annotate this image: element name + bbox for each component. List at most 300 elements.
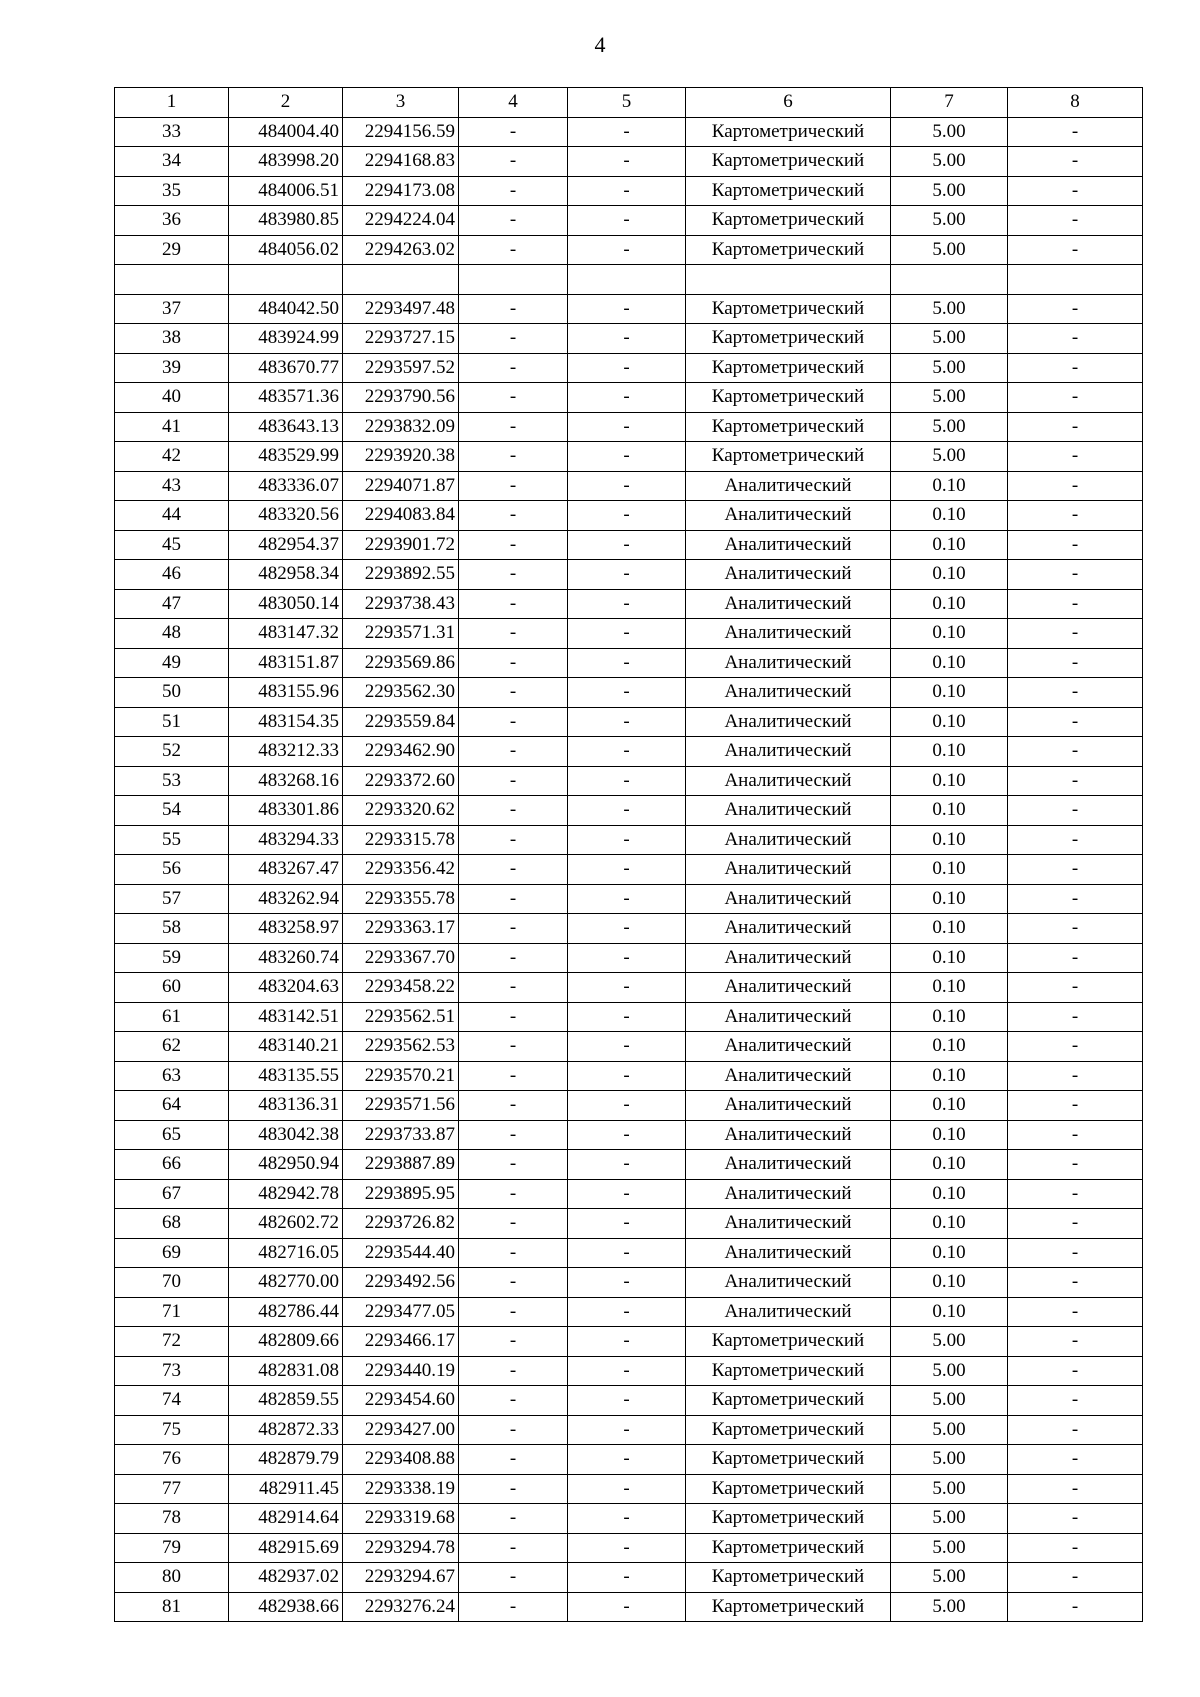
accuracy-cell: 5.00 — [891, 117, 1008, 147]
point-number-cell: 50 — [115, 678, 229, 708]
x-coordinate-cell: 482786.44 — [229, 1297, 343, 1327]
column-4-cell: - — [459, 1327, 568, 1357]
y-coordinate-cell: 2293372.60 — [343, 766, 459, 796]
method-cell: Аналитический — [686, 1268, 891, 1298]
table-row — [115, 353, 1143, 383]
table-row — [115, 560, 1143, 590]
column-8-cell: - — [1008, 383, 1143, 413]
x-coordinate-cell: 482954.37 — [229, 530, 343, 560]
column-header: 8 — [1008, 88, 1143, 118]
column-8-cell: - — [1008, 1238, 1143, 1268]
column-5-cell: - — [568, 560, 686, 590]
method-cell: Картометрический — [686, 442, 891, 472]
accuracy-cell: 0.10 — [891, 737, 1008, 767]
table-row — [115, 884, 1143, 914]
column-8-cell: - — [1008, 1504, 1143, 1534]
point-number-cell: 61 — [115, 1002, 229, 1032]
column-4-cell: - — [459, 648, 568, 678]
table-row — [115, 1268, 1143, 1298]
accuracy-cell: 5.00 — [891, 1415, 1008, 1445]
method-cell: Аналитический — [686, 884, 891, 914]
table-row — [115, 265, 1143, 295]
column-5-cell: - — [568, 1238, 686, 1268]
table-row — [115, 973, 1143, 1003]
y-coordinate-cell: 2294156.59 — [343, 117, 459, 147]
column-4-cell: - — [459, 1061, 568, 1091]
column-8-cell: - — [1008, 471, 1143, 501]
column-4-cell: - — [459, 943, 568, 973]
column-8-cell: - — [1008, 973, 1143, 1003]
point-number-cell: 57 — [115, 884, 229, 914]
method-cell: Аналитический — [686, 737, 891, 767]
method-cell: Аналитический — [686, 471, 891, 501]
x-coordinate-cell: 483320.56 — [229, 501, 343, 531]
accuracy-cell: 5.00 — [891, 1563, 1008, 1593]
method-cell: Картометрический — [686, 1504, 891, 1534]
method-cell: Картометрический — [686, 1445, 891, 1475]
method-cell: Картометрический — [686, 235, 891, 265]
y-coordinate-cell: 2293319.68 — [343, 1504, 459, 1534]
y-coordinate-cell: 2293562.51 — [343, 1002, 459, 1032]
point-number-cell: 49 — [115, 648, 229, 678]
y-coordinate-cell: 2293466.17 — [343, 1327, 459, 1357]
method-cell: Аналитический — [686, 973, 891, 1003]
column-5-cell: - — [568, 235, 686, 265]
column-4-cell: - — [459, 1209, 568, 1239]
accuracy-cell: 5.00 — [891, 1445, 1008, 1475]
accuracy-cell: 0.10 — [891, 973, 1008, 1003]
y-coordinate-cell — [343, 265, 459, 295]
accuracy-cell: 5.00 — [891, 147, 1008, 177]
point-number-cell: 52 — [115, 737, 229, 767]
column-5-cell: - — [568, 825, 686, 855]
x-coordinate-cell: 483301.86 — [229, 796, 343, 826]
column-5-cell: - — [568, 412, 686, 442]
point-number-cell: 36 — [115, 206, 229, 236]
y-coordinate-cell: 2294224.04 — [343, 206, 459, 236]
column-8-cell: - — [1008, 530, 1143, 560]
table-row — [115, 619, 1143, 649]
column-5-cell: - — [568, 973, 686, 1003]
y-coordinate-cell: 2293887.89 — [343, 1150, 459, 1180]
column-5-cell: - — [568, 1297, 686, 1327]
accuracy-cell: 5.00 — [891, 1474, 1008, 1504]
column-5-cell: - — [568, 206, 686, 236]
point-number-cell — [115, 265, 229, 295]
x-coordinate-cell: 482938.66 — [229, 1592, 343, 1622]
accuracy-cell: 0.10 — [891, 678, 1008, 708]
table-row — [115, 1356, 1143, 1386]
table-row — [115, 383, 1143, 413]
table-row — [115, 1474, 1143, 1504]
table-row — [115, 707, 1143, 737]
table-row — [115, 1592, 1143, 1622]
x-coordinate-cell: 483998.20 — [229, 147, 343, 177]
point-number-cell: 70 — [115, 1268, 229, 1298]
column-4-cell: - — [459, 294, 568, 324]
column-8-cell: - — [1008, 1563, 1143, 1593]
x-coordinate-cell: 482809.66 — [229, 1327, 343, 1357]
column-4-cell: - — [459, 530, 568, 560]
method-cell: Аналитический — [686, 589, 891, 619]
column-5-cell: - — [568, 1356, 686, 1386]
method-cell: Картометрический — [686, 1533, 891, 1563]
accuracy-cell: 5.00 — [891, 1533, 1008, 1563]
table-row — [115, 1120, 1143, 1150]
y-coordinate-cell: 2293571.31 — [343, 619, 459, 649]
method-cell: Аналитический — [686, 855, 891, 885]
column-8-cell: - — [1008, 1533, 1143, 1563]
column-5-cell: - — [568, 442, 686, 472]
y-coordinate-cell: 2293738.43 — [343, 589, 459, 619]
column-5-cell: - — [568, 471, 686, 501]
column-5-cell: - — [568, 1061, 686, 1091]
table-row — [115, 589, 1143, 619]
accuracy-cell: 0.10 — [891, 560, 1008, 590]
accuracy-cell: 0.10 — [891, 1091, 1008, 1121]
point-number-cell: 60 — [115, 973, 229, 1003]
x-coordinate-cell: 482872.33 — [229, 1415, 343, 1445]
accuracy-cell — [891, 265, 1008, 295]
table-row — [115, 855, 1143, 885]
accuracy-cell: 0.10 — [891, 796, 1008, 826]
point-number-cell: 62 — [115, 1032, 229, 1062]
accuracy-cell: 0.10 — [891, 1002, 1008, 1032]
column-5-cell: - — [568, 766, 686, 796]
table-row — [115, 1445, 1143, 1475]
x-coordinate-cell: 482602.72 — [229, 1209, 343, 1239]
column-4-cell: - — [459, 147, 568, 177]
point-number-cell: 81 — [115, 1592, 229, 1622]
column-4-cell: - — [459, 1120, 568, 1150]
method-cell: Картометрический — [686, 1327, 891, 1357]
column-8-cell: - — [1008, 1002, 1143, 1032]
y-coordinate-cell: 2293901.72 — [343, 530, 459, 560]
y-coordinate-cell: 2293492.56 — [343, 1268, 459, 1298]
accuracy-cell: 5.00 — [891, 1592, 1008, 1622]
table-row — [115, 825, 1143, 855]
column-8-cell: - — [1008, 766, 1143, 796]
method-cell: Аналитический — [686, 796, 891, 826]
table-row — [115, 412, 1143, 442]
column-5-cell: - — [568, 1563, 686, 1593]
column-header: 6 — [686, 88, 891, 118]
column-8-cell: - — [1008, 1327, 1143, 1357]
column-4-cell: - — [459, 206, 568, 236]
y-coordinate-cell: 2293570.21 — [343, 1061, 459, 1091]
point-number-cell: 66 — [115, 1150, 229, 1180]
column-5-cell: - — [568, 1386, 686, 1416]
table-row — [115, 235, 1143, 265]
column-4-cell: - — [459, 442, 568, 472]
accuracy-cell: 0.10 — [891, 1150, 1008, 1180]
accuracy-cell: 0.10 — [891, 766, 1008, 796]
column-5-cell: - — [568, 1268, 686, 1298]
column-5-cell: - — [568, 383, 686, 413]
column-4-cell: - — [459, 825, 568, 855]
y-coordinate-cell: 2293294.67 — [343, 1563, 459, 1593]
accuracy-cell: 0.10 — [891, 1120, 1008, 1150]
column-5-cell: - — [568, 501, 686, 531]
point-number-cell: 80 — [115, 1563, 229, 1593]
accuracy-cell: 5.00 — [891, 383, 1008, 413]
method-cell: Аналитический — [686, 1091, 891, 1121]
column-8-cell: - — [1008, 560, 1143, 590]
x-coordinate-cell: 482859.55 — [229, 1386, 343, 1416]
method-cell: Аналитический — [686, 560, 891, 590]
x-coordinate-cell: 482716.05 — [229, 1238, 343, 1268]
column-8-cell: - — [1008, 117, 1143, 147]
point-number-cell: 39 — [115, 353, 229, 383]
table-row — [115, 530, 1143, 560]
y-coordinate-cell: 2293562.30 — [343, 678, 459, 708]
y-coordinate-cell: 2293571.56 — [343, 1091, 459, 1121]
point-number-cell: 29 — [115, 235, 229, 265]
point-number-cell: 72 — [115, 1327, 229, 1357]
method-cell: Картометрический — [686, 1356, 891, 1386]
x-coordinate-cell: 482958.34 — [229, 560, 343, 590]
column-8-cell: - — [1008, 737, 1143, 767]
y-coordinate-cell: 2294083.84 — [343, 501, 459, 531]
x-coordinate-cell: 483294.33 — [229, 825, 343, 855]
method-cell: Картометрический — [686, 294, 891, 324]
table-header-row — [115, 88, 1143, 118]
accuracy-cell: 0.10 — [891, 884, 1008, 914]
column-8-cell: - — [1008, 1061, 1143, 1091]
method-cell: Картометрический — [686, 1474, 891, 1504]
x-coordinate-cell: 483262.94 — [229, 884, 343, 914]
column-4-cell: - — [459, 914, 568, 944]
x-coordinate-cell: 483336.07 — [229, 471, 343, 501]
x-coordinate-cell: 483212.33 — [229, 737, 343, 767]
y-coordinate-cell: 2293294.78 — [343, 1533, 459, 1563]
point-number-cell: 37 — [115, 294, 229, 324]
point-number-cell: 55 — [115, 825, 229, 855]
column-5-cell: - — [568, 1120, 686, 1150]
column-8-cell: - — [1008, 1592, 1143, 1622]
point-number-cell: 65 — [115, 1120, 229, 1150]
column-4-cell: - — [459, 1533, 568, 1563]
column-8-cell: - — [1008, 501, 1143, 531]
column-4-cell: - — [459, 1474, 568, 1504]
accuracy-cell: 0.10 — [891, 501, 1008, 531]
column-4-cell: - — [459, 1002, 568, 1032]
y-coordinate-cell: 2293790.56 — [343, 383, 459, 413]
point-number-cell: 34 — [115, 147, 229, 177]
x-coordinate-cell: 483924.99 — [229, 324, 343, 354]
x-coordinate-cell: 482950.94 — [229, 1150, 343, 1180]
method-cell: Картометрический — [686, 117, 891, 147]
accuracy-cell: 5.00 — [891, 1504, 1008, 1534]
point-number-cell: 42 — [115, 442, 229, 472]
column-5-cell: - — [568, 884, 686, 914]
table-row — [115, 1297, 1143, 1327]
method-cell: Аналитический — [686, 1061, 891, 1091]
x-coordinate-cell: 483980.85 — [229, 206, 343, 236]
method-cell: Аналитический — [686, 1297, 891, 1327]
column-4-cell: - — [459, 678, 568, 708]
accuracy-cell: 5.00 — [891, 1356, 1008, 1386]
column-4-cell: - — [459, 176, 568, 206]
point-number-cell: 53 — [115, 766, 229, 796]
method-cell: Аналитический — [686, 1032, 891, 1062]
accuracy-cell: 5.00 — [891, 353, 1008, 383]
table-row — [115, 1061, 1143, 1091]
column-4-cell: - — [459, 973, 568, 1003]
table-row — [115, 147, 1143, 177]
table-row — [115, 1533, 1143, 1563]
column-4-cell: - — [459, 855, 568, 885]
x-coordinate-cell: 483258.97 — [229, 914, 343, 944]
y-coordinate-cell: 2293462.90 — [343, 737, 459, 767]
table-body — [115, 117, 1143, 1622]
column-5-cell: - — [568, 117, 686, 147]
point-number-cell: 46 — [115, 560, 229, 590]
accuracy-cell: 0.10 — [891, 619, 1008, 649]
table-row — [115, 1002, 1143, 1032]
point-number-cell: 44 — [115, 501, 229, 531]
point-number-cell: 78 — [115, 1504, 229, 1534]
column-4-cell: - — [459, 619, 568, 649]
x-coordinate-cell: 483154.35 — [229, 707, 343, 737]
column-5-cell: - — [568, 1474, 686, 1504]
x-coordinate-cell: 483643.13 — [229, 412, 343, 442]
column-8-cell: - — [1008, 1120, 1143, 1150]
method-cell: Аналитический — [686, 1002, 891, 1032]
table-row — [115, 737, 1143, 767]
method-cell: Аналитический — [686, 1209, 891, 1239]
column-8-cell: - — [1008, 176, 1143, 206]
x-coordinate-cell: 483147.32 — [229, 619, 343, 649]
column-8-cell: - — [1008, 353, 1143, 383]
column-5-cell: - — [568, 353, 686, 383]
point-number-cell: 56 — [115, 855, 229, 885]
accuracy-cell: 0.10 — [891, 648, 1008, 678]
point-number-cell: 67 — [115, 1179, 229, 1209]
y-coordinate-cell: 2293320.62 — [343, 796, 459, 826]
column-header: 2 — [229, 88, 343, 118]
column-5-cell: - — [568, 1504, 686, 1534]
column-8-cell: - — [1008, 1032, 1143, 1062]
y-coordinate-cell: 2294173.08 — [343, 176, 459, 206]
x-coordinate-cell: 482770.00 — [229, 1268, 343, 1298]
column-5-cell: - — [568, 1592, 686, 1622]
column-8-cell: - — [1008, 1356, 1143, 1386]
method-cell: Картометрический — [686, 1415, 891, 1445]
table-row — [115, 1209, 1143, 1239]
column-header: 7 — [891, 88, 1008, 118]
accuracy-cell: 0.10 — [891, 589, 1008, 619]
column-8-cell: - — [1008, 1209, 1143, 1239]
table-row — [115, 471, 1143, 501]
x-coordinate-cell: 483155.96 — [229, 678, 343, 708]
column-4-cell: - — [459, 1238, 568, 1268]
column-4-cell: - — [459, 1592, 568, 1622]
accuracy-cell: 5.00 — [891, 206, 1008, 236]
y-coordinate-cell: 2293355.78 — [343, 884, 459, 914]
page-number: 4 — [594, 32, 606, 57]
column-5-cell: - — [568, 530, 686, 560]
column-4-cell: - — [459, 117, 568, 147]
accuracy-cell: 0.10 — [891, 825, 1008, 855]
y-coordinate-cell: 2293832.09 — [343, 412, 459, 442]
column-4-cell: - — [459, 707, 568, 737]
x-coordinate-cell: 483204.63 — [229, 973, 343, 1003]
column-5-cell: - — [568, 1415, 686, 1445]
x-coordinate-cell: 482911.45 — [229, 1474, 343, 1504]
x-coordinate-cell: 483267.47 — [229, 855, 343, 885]
column-4-cell: - — [459, 1386, 568, 1416]
column-header: 5 — [568, 88, 686, 118]
column-5-cell: - — [568, 943, 686, 973]
table-row — [115, 1150, 1143, 1180]
y-coordinate-cell: 2293454.60 — [343, 1386, 459, 1416]
table-row — [115, 324, 1143, 354]
column-5-cell — [568, 265, 686, 295]
column-4-cell: - — [459, 1415, 568, 1445]
y-coordinate-cell: 2293727.15 — [343, 324, 459, 354]
point-number-cell: 68 — [115, 1209, 229, 1239]
table-row — [115, 176, 1143, 206]
point-number-cell: 38 — [115, 324, 229, 354]
point-number-cell: 33 — [115, 117, 229, 147]
column-8-cell: - — [1008, 914, 1143, 944]
column-8-cell: - — [1008, 206, 1143, 236]
column-5-cell: - — [568, 1002, 686, 1032]
column-4-cell: - — [459, 383, 568, 413]
column-8-cell: - — [1008, 1179, 1143, 1209]
column-4-cell: - — [459, 1356, 568, 1386]
point-number-cell: 58 — [115, 914, 229, 944]
method-cell: Аналитический — [686, 1150, 891, 1180]
point-number-cell: 74 — [115, 1386, 229, 1416]
column-5-cell: - — [568, 324, 686, 354]
point-number-cell: 79 — [115, 1533, 229, 1563]
method-cell: Картометрический — [686, 412, 891, 442]
column-5-cell: - — [568, 1445, 686, 1475]
accuracy-cell: 5.00 — [891, 294, 1008, 324]
method-cell: Картометрический — [686, 147, 891, 177]
method-cell: Аналитический — [686, 1179, 891, 1209]
column-5-cell: - — [568, 1209, 686, 1239]
column-8-cell: - — [1008, 1415, 1143, 1445]
column-5-cell: - — [568, 1533, 686, 1563]
column-5-cell: - — [568, 589, 686, 619]
point-number-cell: 71 — [115, 1297, 229, 1327]
accuracy-cell: 0.10 — [891, 530, 1008, 560]
column-8-cell: - — [1008, 412, 1143, 442]
y-coordinate-cell: 2293363.17 — [343, 914, 459, 944]
x-coordinate-cell: 483670.77 — [229, 353, 343, 383]
x-coordinate-cell: 482942.78 — [229, 1179, 343, 1209]
column-5-cell: - — [568, 176, 686, 206]
column-8-cell: - — [1008, 943, 1143, 973]
point-number-cell: 73 — [115, 1356, 229, 1386]
accuracy-cell: 5.00 — [891, 442, 1008, 472]
accuracy-cell: 0.10 — [891, 1061, 1008, 1091]
method-cell: Картометрический — [686, 206, 891, 236]
y-coordinate-cell: 2293920.38 — [343, 442, 459, 472]
accuracy-cell: 0.10 — [891, 1238, 1008, 1268]
column-4-cell: - — [459, 737, 568, 767]
method-cell: Аналитический — [686, 678, 891, 708]
table-row — [115, 1179, 1143, 1209]
column-4-cell: - — [459, 1445, 568, 1475]
x-coordinate-cell: 482915.69 — [229, 1533, 343, 1563]
x-coordinate-cell: 483151.87 — [229, 648, 343, 678]
column-4-cell — [459, 265, 568, 295]
point-number-cell: 35 — [115, 176, 229, 206]
